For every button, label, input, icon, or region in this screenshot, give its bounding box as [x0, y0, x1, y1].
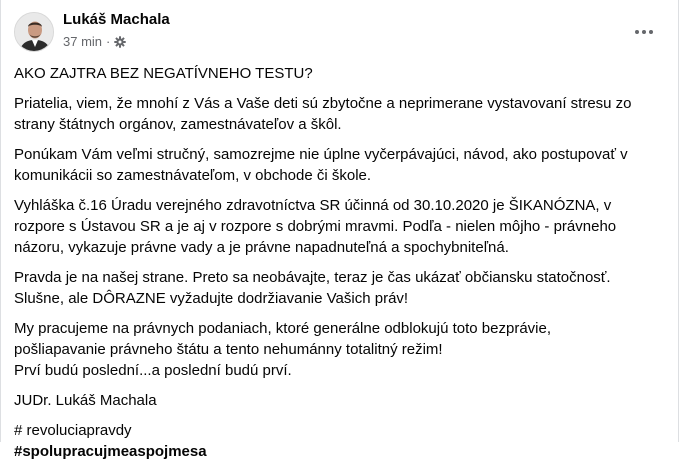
post-body: [14, 63, 664, 467]
post-paragraph: Ponúkam Vám veľmi stručný, samozrejme nie úplne vyčerpávajúci, návod, ako postupovať v komunikácii so zamestnávateľom, v obchode či škole.: [14, 146, 628, 184]
post-signature: JUDr. Lukáš Machala: [14, 392, 157, 409]
hashtag-link[interactable]: # revoluciapravdy: [14, 422, 132, 439]
post-hashtags: [14, 420, 664, 462]
author-name[interactable]: Lukáš Machala: [63, 11, 170, 28]
post-paragraph: Priatelia, viem, že mnohí z Vás a Vaše deti sú zbytočne a neprimerane vystavovaní stresu zo strany štátnych orgánov, zamestnávateľov a škôl.: [14, 95, 632, 133]
post-paragraph: My pracujeme na právnych podaniach, ktoré generálne odblokujú toto bezprávie, pošliapavanie právneho štátu a tento nehumánny totalitný režim! Prví budú poslední...a poslední budú prví.: [14, 320, 551, 379]
post-header: [1, 0, 678, 60]
post-paragraph: Vyhláška č.16 Úradu verejného zdravotníctva SR účinná od 30.10.2020 je ŠIKANÓZNA, v rozpore s Ústavou SR a je aj v rozpore s dobrými mravmi. Podľa - nielen môjho - právneho názoru, vykazuje právne vady a je právne napadnuteľná a spochybniteľná.: [14, 197, 617, 256]
post-timestamp[interactable]: 37 min: [63, 34, 103, 49]
avatar-image: [15, 13, 54, 52]
hashtag-link[interactable]: #spolupracujmeaspojmesa: [14, 443, 207, 460]
post-paragraph: AKO ZAJTRA BEZ NEGATÍVNEHO TESTU?: [14, 65, 313, 82]
avatar[interactable]: [14, 12, 54, 52]
separator-dot: ·: [106, 34, 111, 49]
post-paragraph: Pravda je na našej strane. Preto sa neobávajte, teraz je čas ukázať občiansku statočnosť. Slušne, ale DÔRAZNE vyžadujte dodržiavanie Vašich práv!: [14, 269, 611, 307]
gear-icon[interactable]: [114, 36, 126, 48]
post-meta: [63, 34, 126, 49]
more-options-icon[interactable]: [630, 18, 658, 46]
